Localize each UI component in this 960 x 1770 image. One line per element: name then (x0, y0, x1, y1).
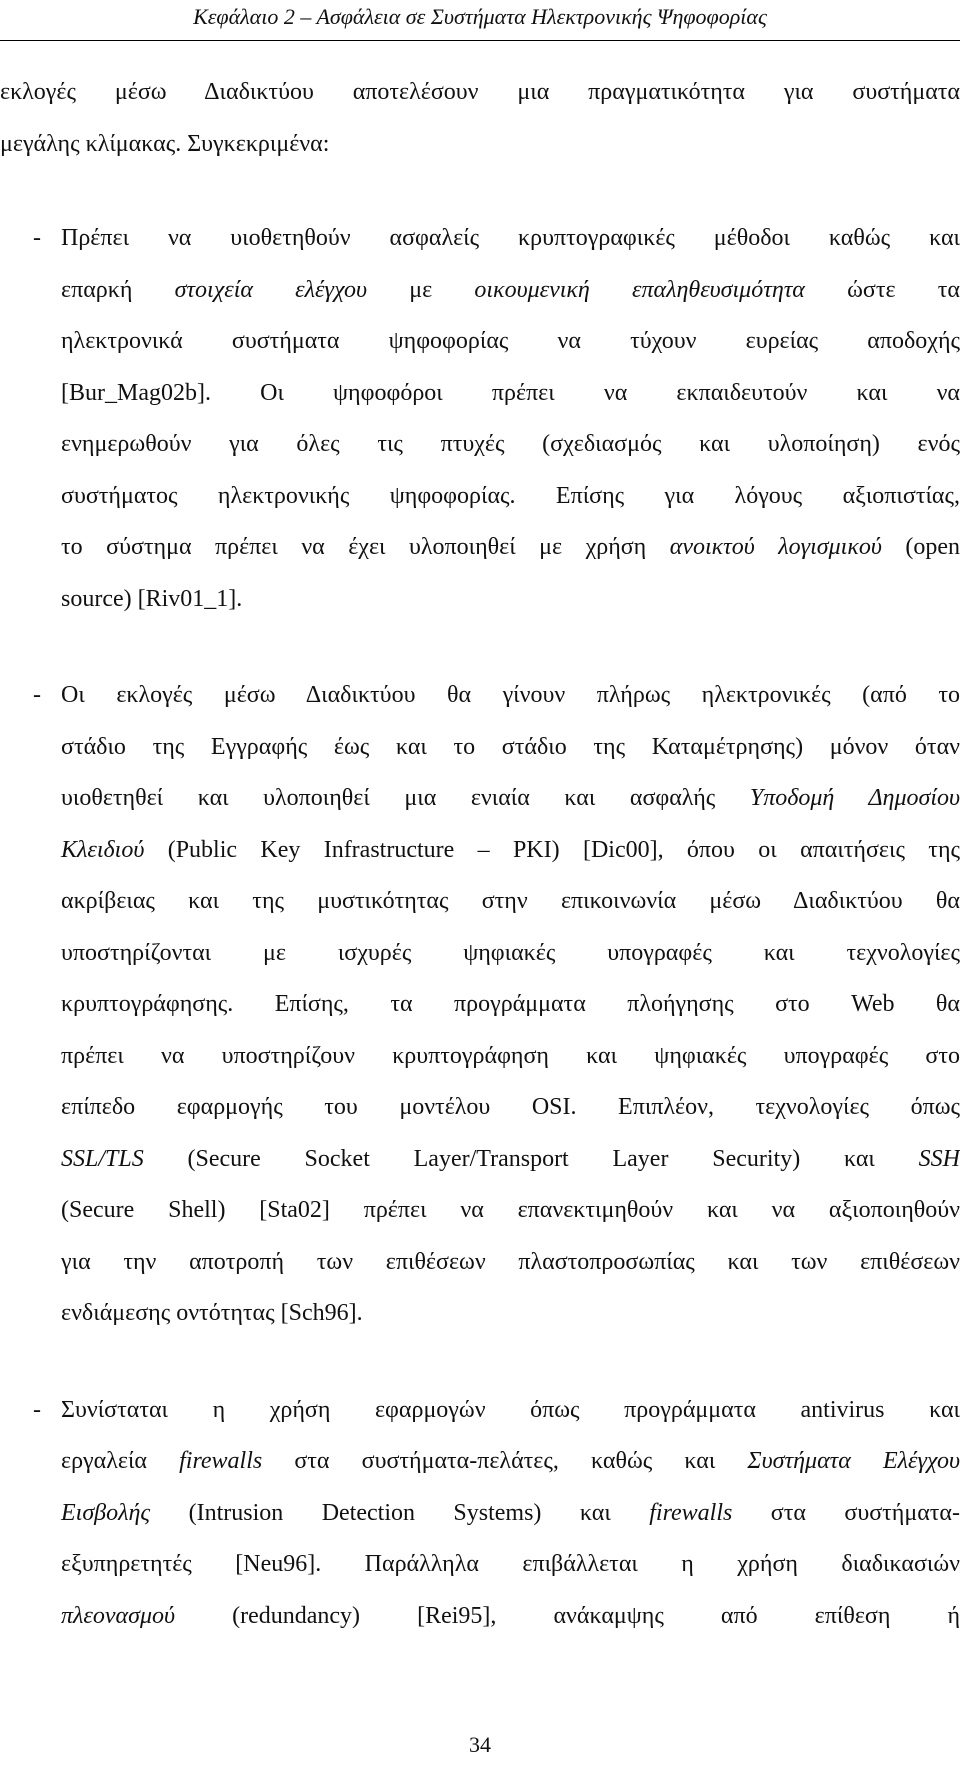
bullet-line (0, 276, 960, 328)
bullet-dash: - (33, 225, 41, 251)
bullet-line (0, 533, 960, 585)
bullet-line (0, 1602, 960, 1654)
text-run: στάδιο της Εγγραφής έως και το στάδιο της Καταμέτρησης) μόνον όταν (61, 733, 960, 760)
emphasis-text: Κλειδιού (61, 836, 145, 863)
intro-line: μεγάλης κλίμακας. Συγκεκριμένα: (0, 130, 330, 157)
bullet-line (0, 1499, 960, 1551)
text-run: πρέπει να υποστηρίζουν κρυπτογράφηση και ψηφιακές υπογραφές στο (61, 1042, 960, 1069)
bullet-line (0, 939, 960, 991)
text-run: υποστηρίζονται με ισχυρές ψηφιακές υπογραφές και τεχνολογίες (61, 939, 960, 966)
bullet-line (0, 1042, 960, 1094)
running-header (0, 0, 960, 41)
bullet-line (0, 1145, 960, 1197)
bullet-line (0, 1196, 960, 1248)
emphasis-text: πλεονασμού (61, 1602, 176, 1629)
bullet-paragraph (0, 681, 960, 1351)
text-run: συστήματος ηλεκτρονικής ψηφοφορίας. Επίσης για λόγους αξιοπιστίας, (61, 482, 960, 509)
text-run: εξυπηρετητές [Neu96]. Παράλληλα επιβάλλεται η χρήση διαδικασιών (61, 1551, 960, 1577)
text-run: ώστε τα (804, 276, 960, 303)
emphasis-text: Συστήματα Ελέγχου (747, 1448, 960, 1474)
emphasis-text: Εισβολής (61, 1499, 151, 1526)
text-run: ηλεκτρονικά συστήματα ψηφοφορίας να τύχουν ευρείας αποδοχής (61, 328, 960, 354)
emphasis-text: οικουμενική επαληθευσιμότητα (474, 276, 805, 303)
paragraph-gap (0, 181, 960, 224)
bullet-line (0, 990, 960, 1042)
text-run: στα συστήματα- (732, 1499, 960, 1526)
text-run: (open (881, 534, 960, 560)
page-number: 34 (469, 1732, 491, 1757)
bullet-line (0, 784, 960, 836)
text-run: Πρέπει να υιοθετηθούν ασφαλείς κρυπτογραφικές μέθοδοι καθώς και (61, 225, 960, 251)
text-run: ενδιάμεσης οντότητας [Sch96]. (61, 1300, 363, 1326)
bullet-line (0, 1550, 960, 1602)
bullet-line (0, 1396, 960, 1448)
text-run: για την αποτροπή των επιθέσεων πλαστοπροσωπίας και των επιθέσεων (61, 1248, 960, 1275)
emphasis-text: στοιχεία ελέγχου (174, 276, 368, 303)
text-run: υιοθετηθεί και υλοποιηθεί μια ενιαία και ασφαλής (61, 785, 750, 811)
text-run: με (367, 276, 475, 303)
page-body (0, 78, 960, 1653)
text-run: (redundancy) [Rei95], ανάκαμψης από επίθεση ή (175, 1602, 960, 1629)
bullet-line (0, 482, 960, 534)
text-run: (Secure Socket Layer/Transport Layer Security) και (143, 1145, 919, 1172)
paragraph-gap (0, 636, 960, 681)
bullet-line (0, 836, 960, 888)
paragraph-gap (0, 1351, 960, 1396)
text-run: επίπεδο εφαρμογής του μοντέλου OSI. Επιπλέον, τεχνολογίες όπως (61, 1094, 960, 1120)
bullet-line (0, 1447, 960, 1499)
bullet-paragraph (0, 1396, 960, 1654)
text-run: source) [Riv01_1]. (61, 585, 243, 612)
text-run: ακρίβειας και της μυστικότητας στην επικοινωνία μέσω Διαδικτύου θα (61, 888, 960, 914)
bullet-line (0, 1248, 960, 1300)
text-run: Συνίσταται η χρήση εφαρμογών όπως προγράμματα antivirus και (61, 1396, 960, 1423)
emphasis-text: firewalls (649, 1499, 733, 1526)
intro-line: εκλογές μέσω Διαδικτύου αποτελέσουν μια πραγματικότητα για συστήματα (0, 79, 960, 105)
text-run: (Intrusion Detection Systems) και (150, 1499, 650, 1526)
emphasis-text: ανοικτού λογισμικού (669, 534, 882, 560)
bullet-line (0, 379, 960, 431)
bullet-line (0, 887, 960, 939)
text-run: ενημερωθούν για όλες τις πτυχές (σχεδιασμός και υλοποίηση) ενός (61, 431, 960, 457)
bullet-line (0, 681, 960, 733)
header-rule (0, 40, 960, 41)
text-run: επαρκή (61, 276, 175, 303)
emphasis-text: Υποδομή Δημοσίου (749, 785, 960, 811)
bullet-line (0, 585, 960, 637)
text-run: εργαλεία (61, 1448, 180, 1474)
bullet-line (0, 224, 960, 276)
bullet-paragraph (0, 224, 960, 636)
text-run: το σύστημα πρέπει να έχει υλοποιηθεί με χρήση (61, 534, 670, 560)
bullet-line (0, 1093, 960, 1145)
bullet-line (0, 733, 960, 785)
bullet-dash: - (33, 682, 41, 708)
bullet-line (0, 430, 960, 482)
text-run: [Bur_Mag02b]. Οι ψηφοφόροι πρέπει να εκπαιδευτούν και να (61, 379, 960, 406)
text-run: κρυπτογράφησης. Επίσης, τα προγράμματα πλοήγησης στο Web θα (61, 991, 960, 1017)
text-run: (Secure Shell) [Sta02] πρέπει να επανεκτιμηθούν και να αξιοποιηθούν (61, 1197, 960, 1223)
running-header-title: Κεφάλαιο 2 – Ασφάλεια σε Συστήματα Ηλεκτρονικής Ψηφοφορίας (193, 4, 767, 29)
text-run: (Public Key Infrastructure – PKI) [Dic00], όπου οι απαιτήσεις της (144, 836, 960, 863)
bullet-dash: - (33, 1396, 41, 1423)
emphasis-text: SSH (918, 1145, 960, 1172)
text-run: στα συστήματα-πελάτες, καθώς και (262, 1448, 748, 1474)
emphasis-text: firewalls (179, 1448, 263, 1474)
text-run: Οι εκλογές μέσω Διαδικτύου θα γίνουν πλήρως ηλεκτρονικές (από το (61, 682, 960, 708)
bullet-line (0, 1299, 960, 1351)
bullet-line (0, 327, 960, 379)
emphasis-text: SSL/TLS (61, 1145, 144, 1172)
bullet-list (0, 224, 960, 1653)
